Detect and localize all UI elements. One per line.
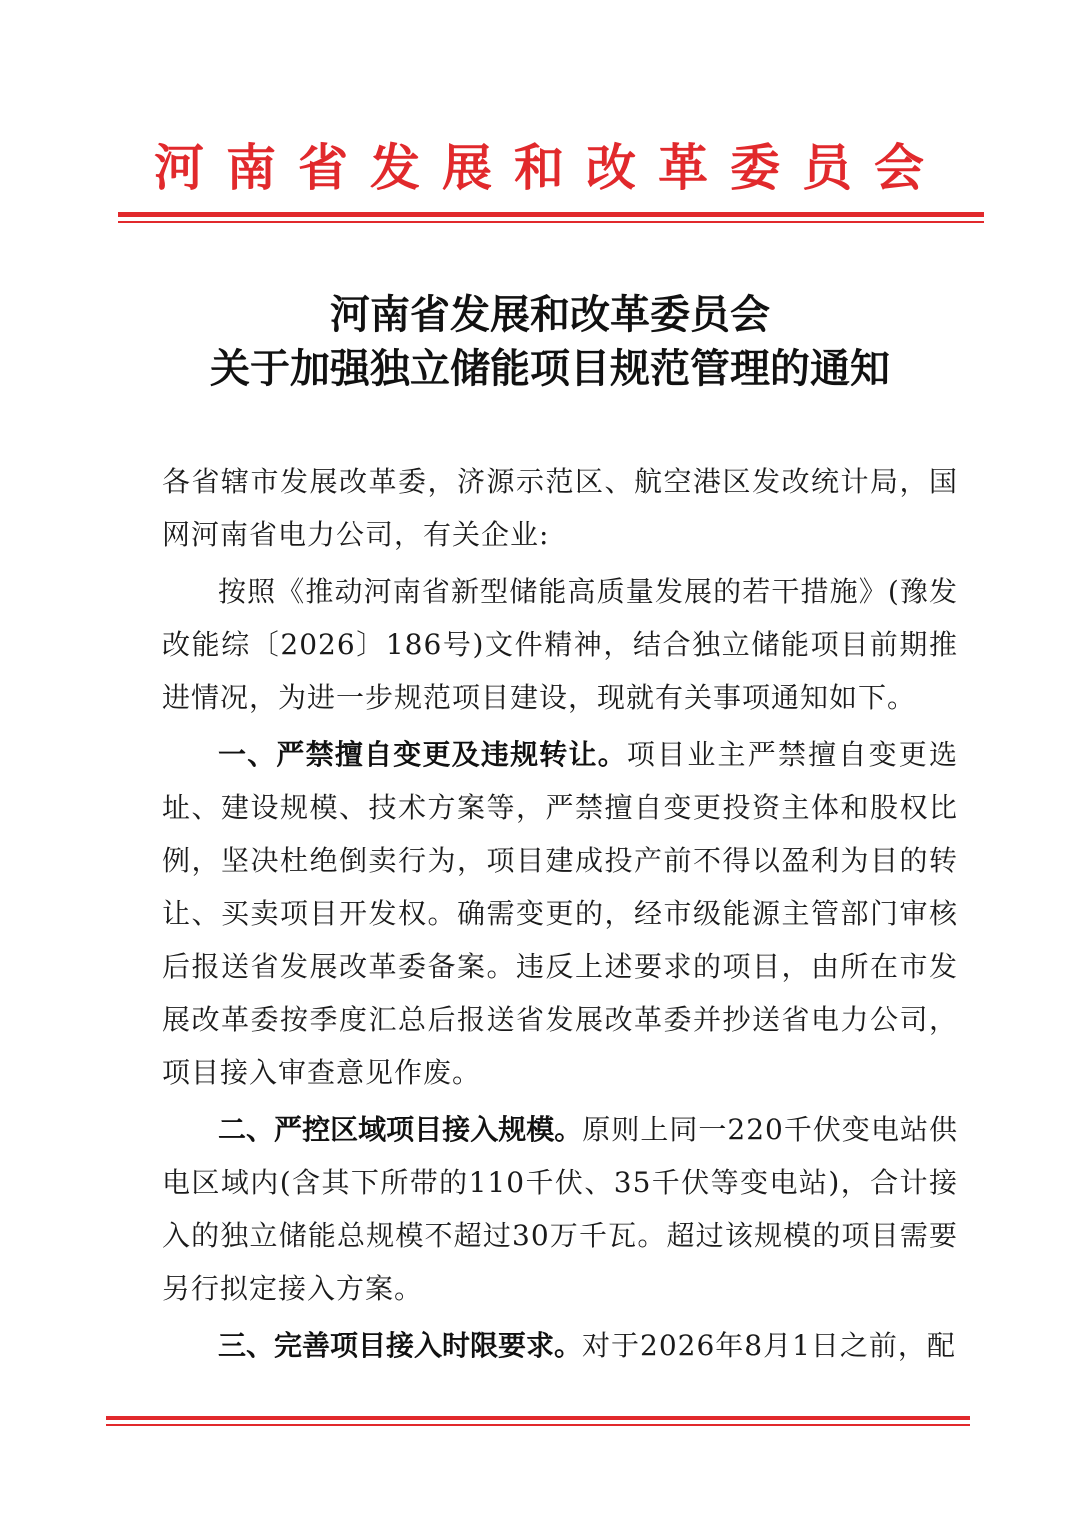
- section-1-heading: 一、严禁擅自变更及违规转让。: [218, 738, 627, 771]
- footer-rule-thin: [106, 1424, 970, 1426]
- footer-rule-thick: [106, 1416, 970, 1420]
- addressee: 各省辖市发展改革委，济源示范区、航空港区发改统计局，国网河南省电力公司，有关企业:: [162, 465, 958, 551]
- document-body: [162, 455, 958, 1372]
- section-2-heading: 二、严控区域项目接入规模。: [218, 1113, 583, 1146]
- section-3-text: 对于2026年8月1日之前，配: [582, 1329, 956, 1362]
- section-1-text: 项目业主严禁擅自变更选址、建设规模、技术方案等，严禁擅自变更投资主体和股权比例，坚决杜绝倒卖行为，项目建成投产前不得以盈利为目的转让、买卖项目开发权。确需变更的，经市级能源主管部门审核后报送省发展改革委备案。违反上述要求的项目，由所在市发展改革委按季度汇总后报送省发展改革委并抄送省电力公司，项目接入审查意见作废。: [162, 738, 958, 1089]
- section-2: [162, 1103, 958, 1315]
- masthead-title: 河南省发展和改革委员会: [154, 139, 946, 197]
- masthead-rule-thin: [118, 221, 984, 223]
- masthead-rule-thick: [118, 212, 984, 217]
- title-line-1: 河南省发展和改革委员会: [330, 291, 770, 338]
- section-2-text: 原则上同一220千伏变电站供电区域内(含其下所带的110千伏、35千伏等变电站)，合计接入的独立储能总规模不超过30万千瓦。超过该规模的项目需要另行拟定接入方案。: [162, 1113, 958, 1305]
- section-1: [162, 728, 958, 1099]
- title-line-2: 关于加强独立储能项目规范管理的通知: [210, 345, 890, 392]
- intro-paragraph: 按照《推动河南省新型储能高质量发展的若干措施》(豫发改能综〔2026〕186号)文件精神，结合独立储能项目前期推进情况，为进一步规范项目建设，现就有关事项通知如下。: [162, 575, 958, 714]
- document-title: [120, 288, 980, 396]
- section-3: [162, 1319, 958, 1372]
- section-3-heading: 三、完善项目接入时限要求。: [218, 1329, 583, 1362]
